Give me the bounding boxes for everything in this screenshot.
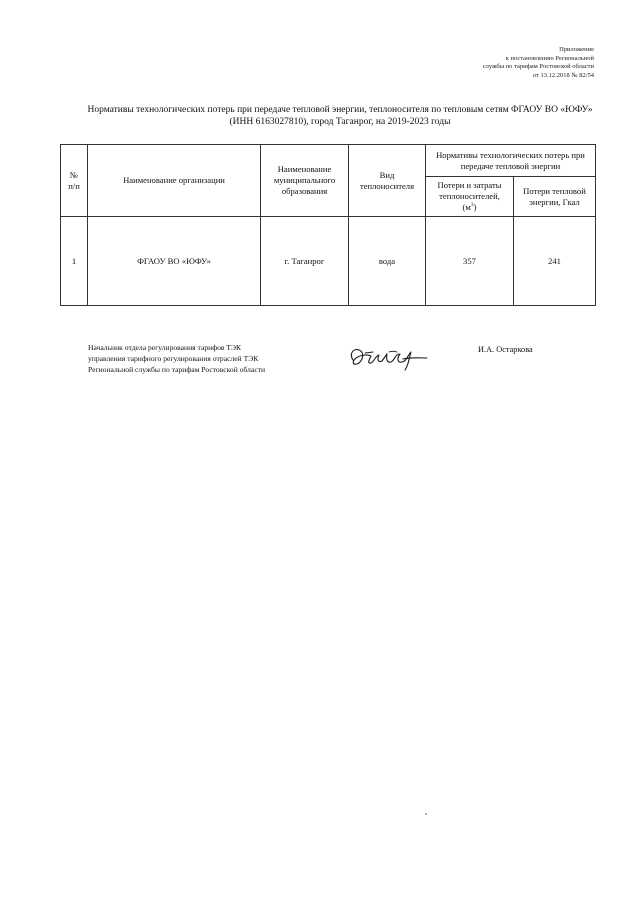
header-municipality: Наименование муниципального образования — [261, 145, 349, 217]
header-carrier: Вид теплоносителя — [349, 145, 426, 217]
header-number-abbr: п/п — [68, 180, 80, 191]
header-coolant-unit-sup: 3 — [470, 202, 474, 209]
signer-position-line: Начальник отдела регулирования тарифов ТЭК — [88, 343, 242, 352]
handwritten-signature — [345, 342, 430, 376]
header-number-symbol: № — [69, 169, 79, 180]
appendix-reference — [483, 46, 594, 80]
signer-position-line: управления тарифного регулирования отраслей ТЭК — [88, 354, 259, 363]
header-coolant-unit: (м — [462, 202, 471, 212]
appendix-line: к постановлению Региональной — [505, 54, 594, 62]
header-coolant-losses — [426, 177, 514, 217]
cell-coolant-losses: 357 — [426, 217, 514, 306]
appendix-line: Приложение — [559, 46, 594, 53]
title-line-1: Нормативы технологических потерь при передаче тепловой энергии, теплоносителя по тепловым сетям ФГАОУ ВО «ЮФУ» — [87, 105, 593, 115]
table-row — [61, 217, 596, 306]
cell-number: 1 — [61, 217, 88, 306]
title-line-2: (ИНН 6163027810), город Таганрог, на 2019-2023 годы — [229, 117, 451, 127]
signer-position — [88, 342, 265, 375]
header-organization: Наименование организации — [88, 145, 261, 217]
cell-organization: ФГАОУ ВО «ЮФУ» — [88, 217, 261, 306]
header-coolant-unit-close: ) — [473, 202, 477, 212]
signer-name: И.А. Остаркова — [478, 345, 533, 354]
header-number — [61, 145, 88, 217]
document-title — [60, 104, 620, 128]
header-heat-losses: Потери тепловой энергии, Гкал — [514, 177, 596, 217]
scan-speck — [425, 813, 427, 815]
signer-position-line: Региональной службы по тарифам Ростовской области — [88, 365, 266, 374]
cell-municipality: г. Таганрог — [261, 217, 349, 306]
appendix-line: от 13.12.2018 № 82/54 — [532, 71, 594, 79]
table-header-row — [61, 145, 596, 177]
norms-table — [60, 144, 596, 306]
header-norms: Нормативы технологических потерь при передаче тепловой энергии — [426, 145, 596, 177]
header-coolant-losses-text: Потери и затраты теплоносителей, — [437, 180, 502, 201]
cell-carrier: вода — [349, 217, 426, 306]
appendix-line: службы по тарифам Ростовской области — [482, 63, 594, 71]
cell-heat-losses: 241 — [514, 217, 596, 306]
